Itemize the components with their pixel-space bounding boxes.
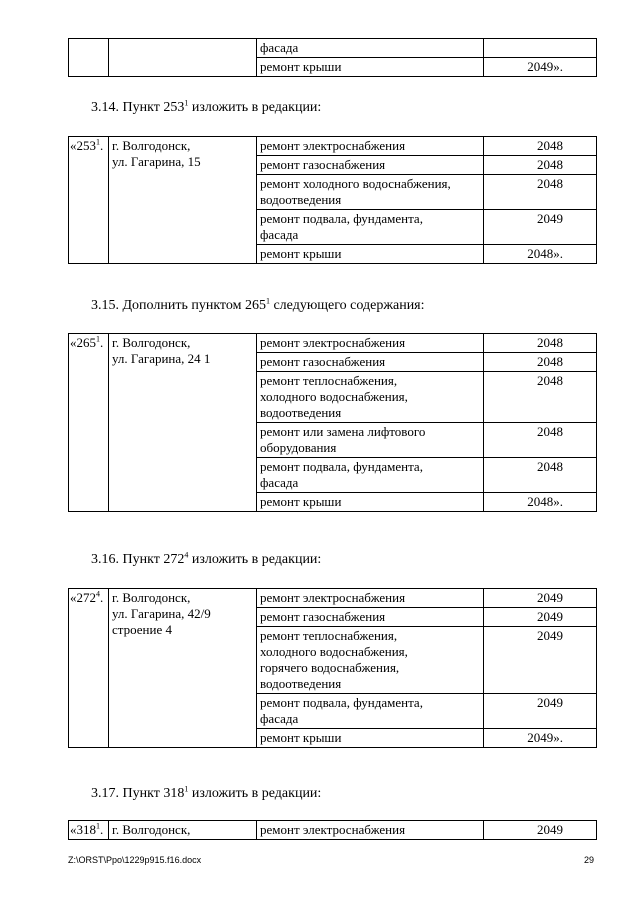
table-row (69, 137, 597, 156)
works-table (68, 333, 597, 512)
year-cell: 2049 (484, 210, 597, 245)
item-number-cell: «$265^1$. (69, 334, 109, 512)
work-cell: ремонт электроснабжения (257, 589, 484, 608)
item-number-cell (69, 39, 109, 77)
work-cell: ремонт электроснабжения (257, 821, 484, 840)
year-cell: 2048 (484, 423, 597, 458)
table-item-272-4 (68, 588, 597, 748)
work-cell: ремонт подвала, фундамента, фасада (257, 458, 484, 493)
work-cell: ремонт теплоснабжения, холодного водоснабжения, горячего водоснабжения, водоотведения (257, 627, 484, 694)
work-cell: ремонт крыши (257, 245, 484, 264)
work-cell: ремонт крыши (257, 493, 484, 512)
work-cell: ремонт или замена лифтового оборудования (257, 423, 484, 458)
works-table (68, 136, 597, 264)
work-cell: ремонт электроснабжения (257, 137, 484, 156)
year-cell: 2048 (484, 458, 597, 493)
work-cell: ремонт подвала, фундамента, фасада (257, 694, 484, 729)
work-cell: ремонт электроснабжения (257, 334, 484, 353)
year-cell: 2049 (484, 694, 597, 729)
year-cell: 2048 (484, 156, 597, 175)
work-cell: ремонт крыши (257, 729, 484, 748)
year-cell: 2048 (484, 137, 597, 156)
address-cell: г. Волгодонск, ул. Гагарина, 42/9 строение 4 (109, 589, 257, 748)
table-row (69, 334, 597, 353)
year-cell: 2049». (484, 58, 597, 77)
works-table (68, 820, 597, 840)
address-cell (109, 39, 257, 77)
page-number: 29 (584, 855, 595, 865)
year-cell: 2048». (484, 245, 597, 264)
paragraph-3-17: 3.17. Пункт $318^1$ изложить в редакции: (91, 784, 322, 801)
table-item-318-1 (68, 820, 597, 840)
work-cell: ремонт крыши (257, 58, 484, 77)
paragraph-3-15: 3.15. Дополнить пунктом $265^1$ следующего содержания: (91, 296, 425, 313)
paragraph-3-16: 3.16. Пункт $272^4$ изложить в редакции: (91, 550, 322, 567)
year-cell: 2048 (484, 175, 597, 210)
year-cell: 2048 (484, 334, 597, 353)
item-number-cell: «$318^1$. (69, 821, 109, 840)
work-cell: фасада (257, 39, 484, 58)
address-cell: г. Волгодонск, ул. Гагарина, 15 (109, 137, 257, 264)
item-number-cell: «$253^1$. (69, 137, 109, 264)
year-cell: 2049 (484, 608, 597, 627)
table-row (69, 821, 597, 840)
work-cell: ремонт теплоснабжения, холодного водоснабжения, водоотведения (257, 372, 484, 423)
paragraph-3-14: 3.14. Пункт $253^1$ изложить в редакции: (91, 98, 322, 115)
year-cell (484, 39, 597, 58)
work-cell: ремонт холодного водоснабжения, водоотведения (257, 175, 484, 210)
table-row (69, 39, 597, 58)
year-cell: 2048 (484, 353, 597, 372)
year-cell: 2048». (484, 493, 597, 512)
table-item-265-1 (68, 333, 597, 512)
works-table (68, 38, 597, 77)
works-table (68, 588, 597, 748)
table-row (69, 589, 597, 608)
work-cell: ремонт газоснабжения (257, 353, 484, 372)
table-item-253-1 (68, 136, 597, 264)
address-cell: г. Волгодонск, ул. Гагарина, 24 1 (109, 334, 257, 512)
year-cell: 2048 (484, 372, 597, 423)
table-continuation (68, 38, 597, 77)
year-cell: 2049». (484, 729, 597, 748)
work-cell: ремонт подвала, фундамента, фасада (257, 210, 484, 245)
work-cell: ремонт газоснабжения (257, 156, 484, 175)
year-cell: 2049 (484, 821, 597, 840)
year-cell: 2049 (484, 627, 597, 694)
work-cell: ремонт газоснабжения (257, 608, 484, 627)
item-number-cell: «$272^4$. (69, 589, 109, 748)
footer-file-path: Z:\ORST\Ppo\1229p915.f16.docx (68, 855, 202, 865)
year-cell: 2049 (484, 589, 597, 608)
address-cell: г. Волгодонск, (109, 821, 257, 840)
